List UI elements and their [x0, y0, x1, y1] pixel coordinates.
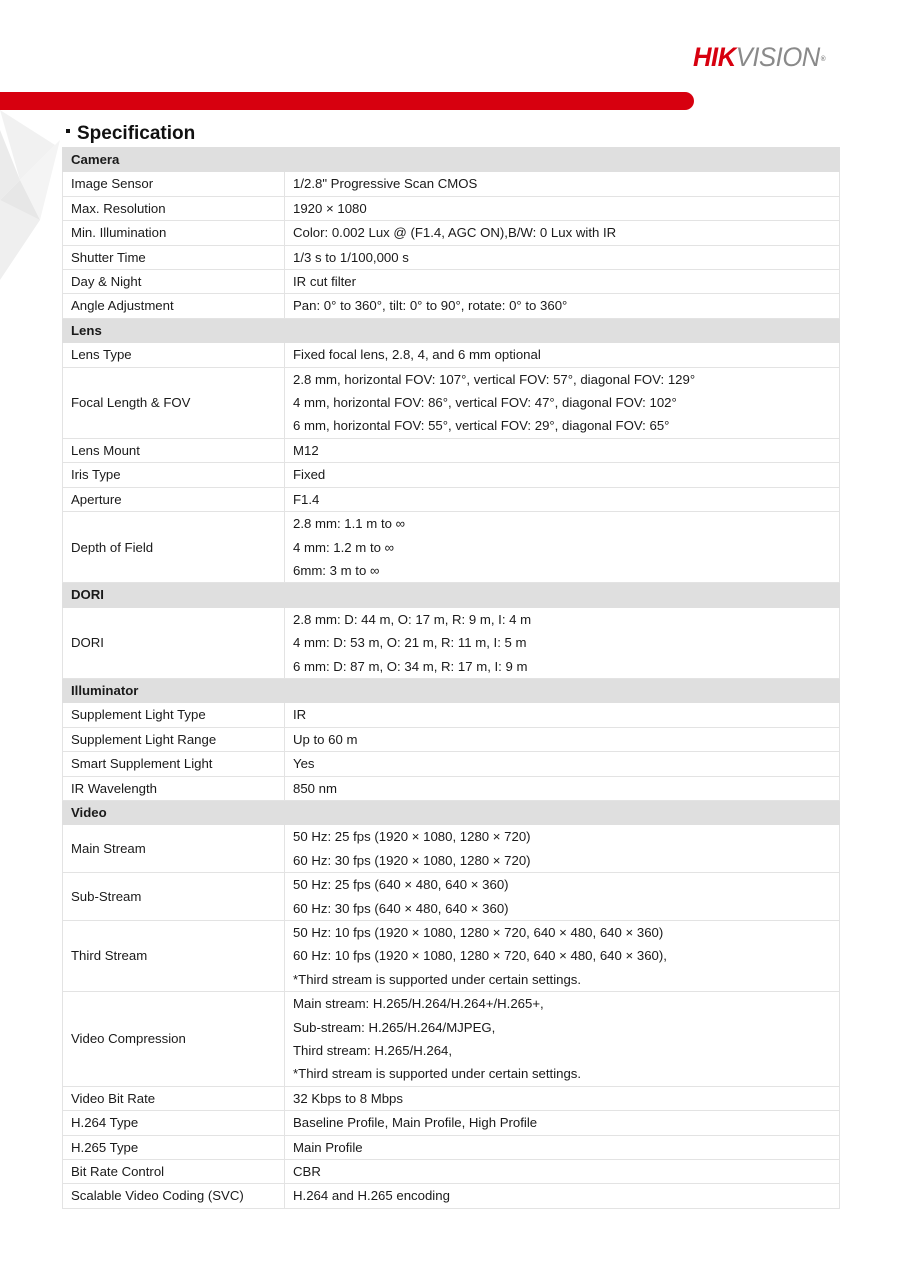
- spec-value-line: Fixed focal lens, 2.8, 4, and 6 mm optional: [293, 347, 541, 363]
- spec-value: [285, 1160, 840, 1184]
- spec-label: Bit Rate Control: [63, 1160, 285, 1184]
- spec-value-line: IR: [293, 707, 307, 723]
- spec-value-line: 6mm: 3 m to ∞: [293, 562, 380, 578]
- spec-value: [285, 873, 840, 921]
- section-header-row: [63, 148, 840, 172]
- spec-label: Day & Night: [63, 270, 285, 294]
- spec-value-line: 4 mm: 1.2 m to ∞: [293, 539, 395, 555]
- spec-value-line: Main Profile: [293, 1139, 363, 1155]
- table-row: [63, 245, 840, 269]
- table-row: [63, 1086, 840, 1110]
- spec-value: [285, 343, 840, 367]
- spec-value: [285, 921, 840, 992]
- spec-value-line: 2.8 mm, horizontal FOV: 107°, vertical FOV: 57°, diagonal FOV: 129°: [293, 371, 696, 387]
- spec-label: Video Compression: [63, 992, 285, 1087]
- table-row: [63, 607, 840, 678]
- spec-value: [285, 727, 840, 751]
- spec-value: [285, 825, 840, 873]
- spec-value: [285, 487, 840, 511]
- spec-label: Sub-Stream: [63, 873, 285, 921]
- registered-mark: ®: [820, 56, 826, 63]
- table-row: [63, 512, 840, 583]
- table-row: [63, 1135, 840, 1159]
- spec-value-line: Third stream: H.265/H.264,: [293, 1043, 453, 1059]
- table-row: [63, 463, 840, 487]
- page-title: [66, 122, 195, 146]
- spec-value-line: M12: [293, 442, 319, 458]
- spec-value-line: IR cut filter: [293, 274, 357, 290]
- spec-value-line: F1.4: [293, 491, 320, 507]
- spec-value: [285, 1086, 840, 1110]
- spec-label: Scalable Video Coding (SVC): [63, 1184, 285, 1208]
- spec-value-line: 850 nm: [293, 780, 337, 796]
- spec-value-line: CBR: [293, 1164, 321, 1180]
- spec-label: Max. Resolution: [63, 196, 285, 220]
- spec-label: Min. Illumination: [63, 221, 285, 245]
- spec-value-line: Color: 0.002 Lux @ (F1.4, AGC ON),B/W: 0 Lux with IR: [293, 225, 617, 241]
- section-header-row: [63, 678, 840, 702]
- spec-value: [285, 367, 840, 438]
- table-row: [63, 487, 840, 511]
- table-row: [63, 727, 840, 751]
- spec-value: [285, 196, 840, 220]
- table-row: [63, 921, 840, 992]
- spec-value-line: 1/2.8" Progressive Scan CMOS: [293, 176, 478, 192]
- table-row: [63, 992, 840, 1087]
- spec-value: [285, 1184, 840, 1208]
- spec-value: [285, 776, 840, 800]
- spec-label: Focal Length & FOV: [63, 367, 285, 438]
- spec-value-line: *Third stream is supported under certain settings.: [293, 971, 582, 987]
- spec-value: [285, 512, 840, 583]
- spec-label: Smart Supplement Light: [63, 752, 285, 776]
- spec-label: Image Sensor: [63, 172, 285, 196]
- hikvision-logo: [693, 42, 825, 72]
- table-row: [63, 438, 840, 462]
- spec-label: IR Wavelength: [63, 776, 285, 800]
- table-row: [63, 776, 840, 800]
- spec-value-line: 2.8 mm: 1.1 m to ∞: [293, 516, 406, 532]
- spec-value: [285, 294, 840, 318]
- spec-value-line: 2.8 mm: D: 44 m, O: 17 m, R: 9 m, I: 4 m: [293, 611, 532, 627]
- spec-label: Supplement Light Type: [63, 703, 285, 727]
- specification-table: [62, 147, 840, 1209]
- spec-value-line: 4 mm, horizontal FOV: 86°, vertical FOV: 47°, diagonal FOV: 102°: [293, 395, 677, 411]
- section-title: Lens: [63, 318, 840, 342]
- page-title-text: Specification: [77, 123, 196, 144]
- spec-value: [285, 463, 840, 487]
- spec-value-line: Yes: [293, 756, 315, 772]
- table-row: [63, 343, 840, 367]
- spec-value-line: 60 Hz: 10 fps (1920 × 1080, 1280 × 720, 640 × 480, 640 × 360),: [293, 948, 667, 964]
- spec-value-line: 6 mm: D: 87 m, O: 34 m, R: 17 m, I: 9 m: [293, 658, 528, 674]
- header-red-bar: [0, 92, 694, 110]
- spec-value-line: 60 Hz: 30 fps (1920 × 1080, 1280 × 720): [293, 852, 531, 868]
- spec-value-line: 32 Kbps to 8 Mbps: [293, 1090, 403, 1106]
- spec-value: [285, 270, 840, 294]
- section-title: Camera: [63, 148, 840, 172]
- spec-label: Depth of Field: [63, 512, 285, 583]
- table-row: [63, 172, 840, 196]
- spec-label: Third Stream: [63, 921, 285, 992]
- spec-value: [285, 1111, 840, 1135]
- spec-value: [285, 607, 840, 678]
- spec-label: DORI: [63, 607, 285, 678]
- table-row: [63, 825, 840, 873]
- table-row: [63, 367, 840, 438]
- spec-label: Angle Adjustment: [63, 294, 285, 318]
- logo-red-text: HIK: [693, 42, 736, 72]
- section-title: Video: [63, 800, 840, 824]
- table-row: [63, 1184, 840, 1208]
- section-header-row: [63, 800, 840, 824]
- spec-label: H.265 Type: [63, 1135, 285, 1159]
- spec-value-line: 50 Hz: 25 fps (640 × 480, 640 × 360): [293, 877, 509, 893]
- spec-value: [285, 992, 840, 1087]
- spec-value-line: 1920 × 1080: [293, 200, 367, 216]
- spec-value-line: 6 mm, horizontal FOV: 55°, vertical FOV: 29°, diagonal FOV: 65°: [293, 418, 670, 434]
- spec-label: Lens Mount: [63, 438, 285, 462]
- spec-label: H.264 Type: [63, 1111, 285, 1135]
- table-row: [63, 196, 840, 220]
- table-row: [63, 703, 840, 727]
- spec-label: Aperture: [63, 487, 285, 511]
- table-row: [63, 221, 840, 245]
- spec-value: [285, 245, 840, 269]
- section-title: DORI: [63, 583, 840, 607]
- spec-value-line: Main stream: H.265/H.264/H.264+/H.265+,: [293, 996, 544, 1012]
- spec-label: Iris Type: [63, 463, 285, 487]
- spec-value-line: *Third stream is supported under certain settings.: [293, 1066, 582, 1082]
- table-row: [63, 873, 840, 921]
- table-row: [63, 270, 840, 294]
- spec-value-line: 50 Hz: 10 fps (1920 × 1080, 1280 × 720, 640 × 480, 640 × 360): [293, 925, 664, 940]
- spec-value: [285, 1135, 840, 1159]
- spec-value: [285, 172, 840, 196]
- spec-value: [285, 221, 840, 245]
- table-row: [63, 294, 840, 318]
- table-row: [63, 752, 840, 776]
- spec-label: Supplement Light Range: [63, 727, 285, 751]
- spec-label: Lens Type: [63, 343, 285, 367]
- spec-value-line: 50 Hz: 25 fps (1920 × 1080, 1280 × 720): [293, 829, 531, 845]
- section-header-row: [63, 318, 840, 342]
- spec-value-line: 1/3 s to 1/100,000 s: [293, 249, 409, 265]
- spec-value: [285, 438, 840, 462]
- spec-label: Video Bit Rate: [63, 1086, 285, 1110]
- spec-value-line: H.264 and H.265 encoding: [293, 1188, 450, 1204]
- spec-value-line: 60 Hz: 30 fps (640 × 480, 640 × 360): [293, 900, 509, 916]
- spec-value-line: Pan: 0° to 360°, tilt: 0° to 90°, rotate: 0° to 360°: [293, 298, 568, 314]
- logo-gray-text: VISION: [735, 42, 820, 72]
- spec-value: [285, 752, 840, 776]
- spec-value-line: Sub-stream: H.265/H.264/MJPEG,: [293, 1019, 496, 1035]
- table-row: [63, 1160, 840, 1184]
- spec-label: Main Stream: [63, 825, 285, 873]
- spec-value-line: Baseline Profile, Main Profile, High Profile: [293, 1115, 538, 1131]
- table-row: [63, 1111, 840, 1135]
- spec-label: Shutter Time: [63, 245, 285, 269]
- section-header-row: [63, 583, 840, 607]
- spec-value: [285, 703, 840, 727]
- decorative-watermark-icon: [0, 110, 70, 290]
- spec-value-line: Fixed: [293, 467, 326, 483]
- spec-value-line: Up to 60 m: [293, 731, 358, 747]
- bullet-icon: [66, 129, 70, 133]
- section-title: Illuminator: [63, 678, 840, 702]
- spec-value-line: 4 mm: D: 53 m, O: 21 m, R: 11 m, I: 5 m: [293, 635, 527, 651]
